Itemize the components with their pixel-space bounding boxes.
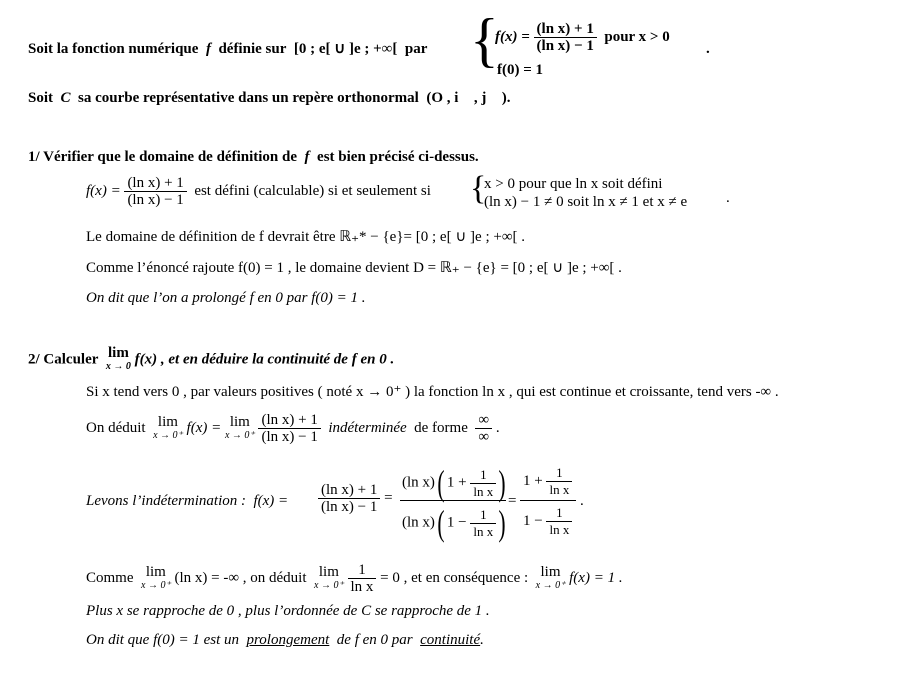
q2-levons-frac1: $\frac{\text{(ln x) + 1}}{\text{(ln x) − 1}}$ = xyxy=(318,482,393,515)
q2-plus-line: Plus x se rapproche de 0 , plus l’ordonnée de C se rapproche de 1 . xyxy=(86,603,490,619)
curve-line: Soit C sa courbe représentative dans un repère orthonormal (O , i⃗ , j⃗ ). xyxy=(28,90,511,106)
q1-cond-1: x > 0 pour que ln x soit défini xyxy=(484,176,663,192)
q2-title: 2/ Calculer lim x → 0 f(x) , et en déduire la continuité de f en 0 . xyxy=(28,345,395,372)
header-dot: . xyxy=(706,41,710,57)
q2-big-num: (ln x)( 1 + $\frac{1}{\text{ln x}}$ ) xyxy=(402,463,506,503)
q2-frac2-num: 1 + $\frac{1}{\text{ln x}}$ xyxy=(523,465,572,498)
piece-1: f(x) = $\frac{\text{(ln x) + 1}}{\text{(ln x) − 1}}$ pour x > 0 xyxy=(495,21,670,54)
q1-domain-line: Le domaine de définition de f devrait être ℝ₊* − {e}= [0 ; e[ ∪ ]e ; +∞[ . xyxy=(86,229,526,245)
q2-comme: Comme lim x → 0⁺ (ln x) = -∞ , on déduit lim x → 0⁺ $\frac{1}{\text{ln x}}$ = 0 , et en conséquence : lim x → 0⁺ f(x) = 1 . xyxy=(86,562,623,595)
piece-2: f(0) = 1 xyxy=(497,62,544,78)
q1-conclusion: On dit que l’on a prolongé f en 0 par f(0) = 1 . xyxy=(86,290,366,306)
q2-final: On dit que f(0) = 1 est un prolongement de f en 0 par continuité. xyxy=(86,632,484,648)
q2-big-den: (ln x)( 1 − $\frac{1}{\text{ln x}}$ ) xyxy=(402,503,506,543)
q1-title: 1/ Vérifier que le domaine de définition de f est bien précisé ci-dessus. xyxy=(28,149,479,165)
q2-levons: Levons l’indétermination : f(x) = xyxy=(86,493,289,509)
q2-levons-dot: . xyxy=(580,493,584,509)
q1-definition: f(x) = $\frac{\text{(ln x) + 1}}{\text{(ln x) − 1}}$ est défini (calculable) si et seulement si xyxy=(86,175,431,208)
q2-eq-2: = xyxy=(508,493,517,509)
intro-text: Soit la fonction numérique f définie sur [0 ; e[ ∪ ]e ; +∞[ par xyxy=(28,41,428,57)
q1-cond-2: (ln x) − 1 ≠ 0 soit ln x ≠ 1 et x ≠ e xyxy=(484,194,688,210)
q2-frac2-den: 1 − $\frac{1}{\text{ln x}}$ xyxy=(523,505,572,538)
q1-brace: { xyxy=(470,170,487,207)
q2-line-1: Si x tend vers 0 , par valeurs positives ( noté x → 0⁺ ) la fonction ln x , qui est continue et croissante, tend vers -∞ . xyxy=(86,384,779,400)
q2-frac2-bar xyxy=(520,500,576,501)
q2-big-bar xyxy=(400,500,506,501)
left-brace: { xyxy=(470,7,499,73)
q1-cond-dot: . xyxy=(726,190,730,206)
q2-deduit: On déduit lim x → 0⁺ f(x) = lim x → 0⁺ $\frac{\text{(ln x) + 1}}{\text{(ln x) − 1}}$ indéterminée de forme $\frac{\infty}{\infty}$ . xyxy=(86,412,500,445)
q1-domain-line-2: Comme l’énoncé rajoute f(0) = 1 , le domaine devient D = ℝ₊ − {e} = [0 ; e[ ∪ ]e ; +∞[ . xyxy=(86,260,622,276)
